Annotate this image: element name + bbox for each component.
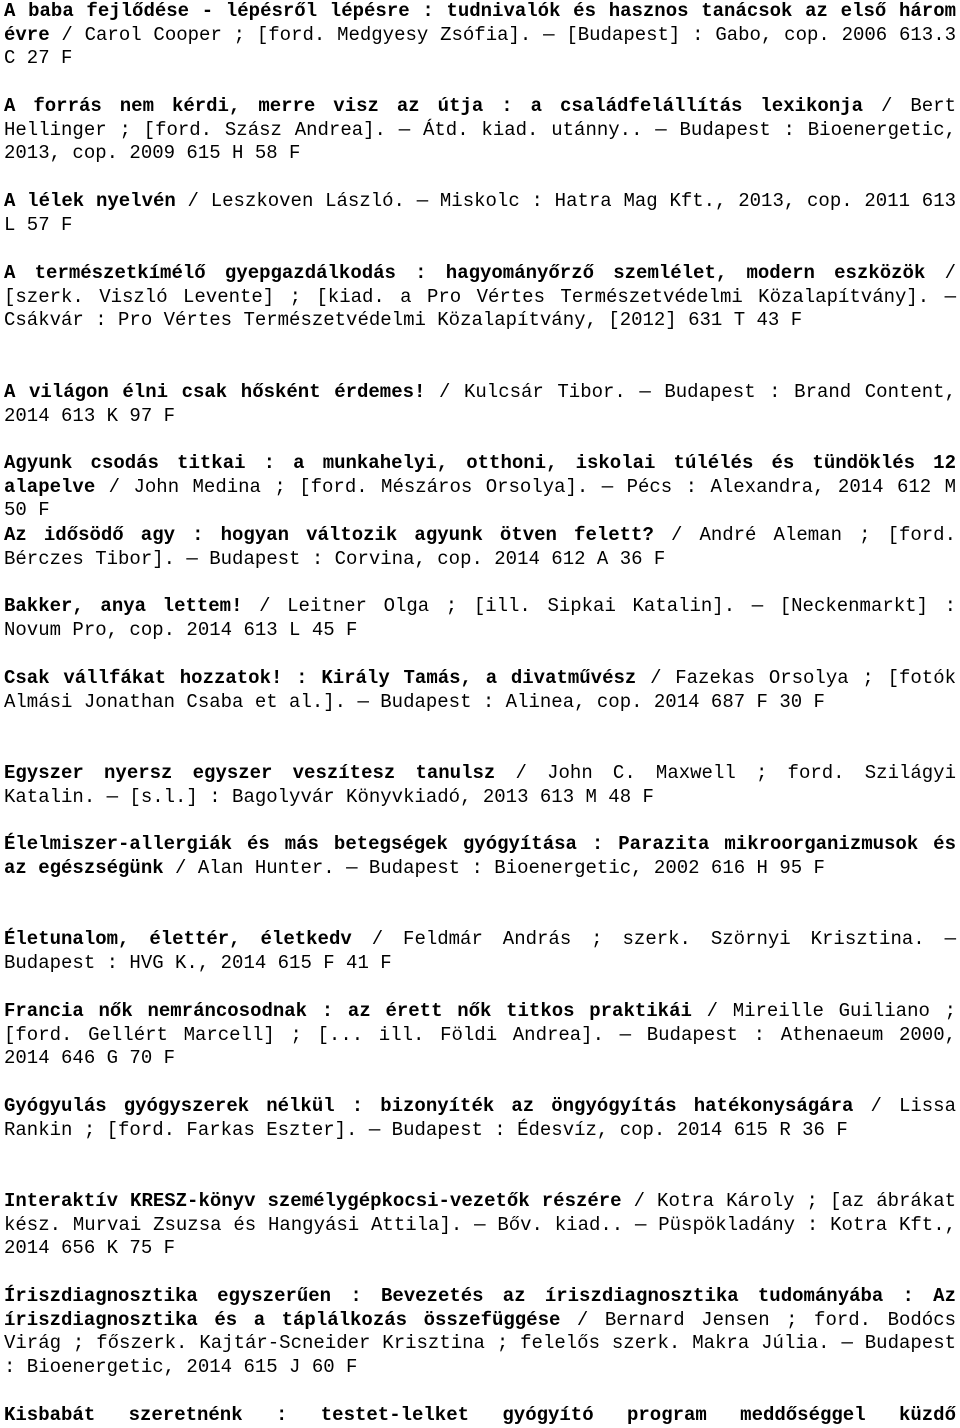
catalog-entry: [4, 667, 956, 714]
catalog-entry: [4, 762, 956, 809]
book-title: Interaktív KRESZ-könyv személygépkocsi-vezetők részére: [4, 1190, 622, 1212]
book-details: / Leszkoven László. — Miskolc : Hatra Mag Kft., 2013, cop. 2011 613 L 57 F: [4, 190, 956, 236]
book-title: Gyógyulás gyógyszerek nélkül : bizonyíték az öngyógyítás hatékonyságára: [4, 1095, 854, 1117]
book-details: / André Aleman ; [ford. Bérczes Tibor]. — Budapest : Corvina, cop. 2014 612 A 36 F: [4, 524, 956, 570]
book-title: A forrás nem kérdi, merre visz az útja : a családfelállítás lexikonja: [4, 95, 864, 117]
catalog-entry: [4, 262, 956, 333]
book-title: A baba fejlődése - lépésről lépésre : tudnivalók és hasznos tanácsok az első három évre: [4, 0, 956, 46]
book-title: Életunalom, élettér, életkedv: [4, 928, 352, 950]
book-details: / Feldmár András ; szerk. Szörnyi Krisztina. — Budapest : HVG K., 2014 615 F 41 F: [4, 928, 956, 974]
catalog-entry: [4, 1285, 956, 1380]
book-title: Íriszdiagnosztika egyszerűen : Bevezetés az íriszdiagnosztika tudományába : Az íriszdiagnosztika és a táplálkozás összefüggése: [4, 1285, 956, 1331]
book-title: Kisbabát szeretnénk : testet-lelket gyógyító program meddőséggel küzdő: [4, 1404, 956, 1426]
book-title: Francia nők nemráncosodnak : az érett nők titkos praktikái: [4, 1000, 692, 1022]
book-title: Bakker, anya lettem!: [4, 595, 243, 617]
catalog-entry: [4, 0, 956, 71]
book-details: / Mireille Guiliano ; [ford. Gellért Marcell] ; [... ill. Földi Andrea]. — Budapest : Athenaeum 2000, 2014 646 G 70 F: [4, 1000, 956, 1070]
book-title: Egyszer nyersz egyszer veszítesz tanulsz: [4, 762, 496, 784]
catalog-entry: [4, 1000, 956, 1071]
catalog-entry: [4, 190, 956, 237]
book-title: Csak vállfákat hozzatok! : Király Tamás, a divatművész: [4, 667, 637, 689]
book-details: / John C. Maxwell ; ford. Szilágyi Katalin. — [s.l.] : Bagolyvár Könyvkiadó, 2013 613 M 48 F: [4, 762, 956, 808]
book-details: / Kulcsár Tibor. — Budapest : Brand Content, 2014 613 K 97 F: [4, 381, 956, 427]
catalog-entry: [4, 381, 956, 428]
book-details: / [szerk. Viszló Levente] ; [kiad. a Pro Vértes Természetvédelmi Közalapítvány]. — Csákvár : Pro Vértes Természetvédelmi Közalapítvány, [2012] 631 T 43 F: [4, 262, 956, 332]
catalog-entry: [4, 524, 956, 571]
catalog-entry: [4, 928, 956, 975]
catalog-entry: [4, 833, 956, 880]
book-details: / Fazekas Orsolya ; [fotók Almási Jonathan Csaba et al.]. — Budapest : Alinea, cop. 2014 687 F 30 F: [4, 667, 956, 713]
catalog-entry: [4, 95, 956, 166]
book-details: / Leitner Olga ; [ill. Sipkai Katalin]. — [Neckenmarkt] : Novum Pro, cop. 2014 613 L 45 F: [4, 595, 956, 641]
catalog-entry: [4, 1404, 956, 1428]
book-details: / Bert Hellinger ; [ford. Szász Andrea]. — Átd. kiad. utánny.. — Budapest : Bioenergetic, 2013, cop. 2009 615 H 58 F: [4, 95, 956, 165]
book-details: / Alan Hunter. — Budapest : Bioenergetic, 2002 616 H 95 F: [163, 856, 825, 879]
catalog-entry: [4, 595, 956, 642]
book-title: A lélek nyelvén: [4, 190, 176, 212]
book-details: / Lissa Rankin ; [ford. Farkas Eszter]. — Budapest : Édesvíz, cop. 2014 615 R 36 F: [4, 1095, 956, 1141]
book-details: / Bernard Jensen ; ford. Bodócs Virág ; főszerk. Kajtár-Scneider Krisztina ; felelős szerk. Makra Júlia. — Budapest : Bioenergetic, 2014 615 J 60 F: [4, 1308, 956, 1379]
catalog-entry: [4, 1190, 956, 1261]
catalog-entry: [4, 1095, 956, 1142]
book-title: Agyunk csodás titkai : a munkahelyi, otthoni, iskolai túlélés és tündöklés 12 alapelve: [4, 452, 956, 498]
catalog-entry: [4, 452, 956, 523]
book-title: Az idősödő agy : hogyan változik agyunk ötven felett?: [4, 524, 654, 546]
book-title: A természetkímélő gyepgazdálkodás : hagyományőrző szemlélet, modern eszközök: [4, 262, 926, 284]
book-details: / Kotra Károly ; [az ábrákat kész. Murvai Zsuzsa és Hangyási Attila]. — Bőv. kiad.. — Püspökladány : Kotra Kft., 2014 656 K 75 F: [4, 1190, 957, 1260]
book-title: A világon élni csak hősként érdemes!: [4, 381, 426, 403]
book-details: / John Medina ; [ford. Mészáros Orsolya]. — Pécs : Alexandra, 2014 612 M 50 F: [4, 475, 956, 522]
book-title: Élelmiszer-allergiák és más betegségek gyógyítása : Parazita mikroorganizmusok és az egészségünk: [4, 833, 956, 879]
book-details: / Carol Cooper ; [ford. Medgyesy Zsófia]. — [Budapest] : Gabo, cop. 2006 613.3 C 27 F: [4, 23, 956, 70]
